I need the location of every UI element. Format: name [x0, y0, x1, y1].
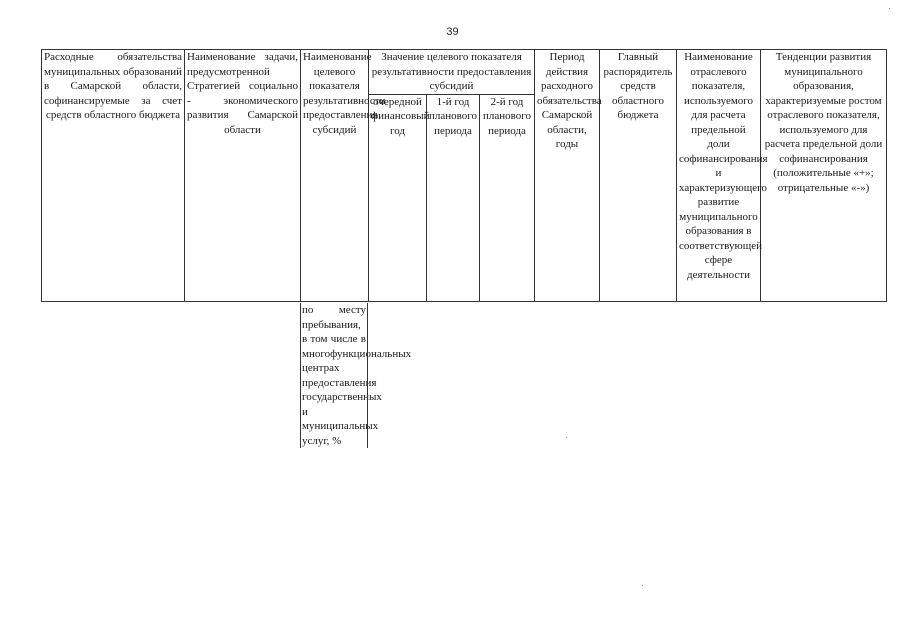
- header-plan-year-2: 2-й год планового периода: [480, 94, 535, 302]
- header-expense-obligations: Расходные обязательства муниципальных образований в Самарской области, софинансируемые за счет средств областного бюджета: [42, 50, 185, 302]
- scan-speck: [889, 8, 890, 9]
- continuation-left-border: [300, 303, 301, 448]
- continuation-right-border: [367, 303, 368, 448]
- header-chief-manager: Главный распорядитель средств областного бюджета: [600, 50, 677, 302]
- header-sector-indicator: Наименование отраслевого показателя, используемого для расчета предельной доли софинансирования и характеризующего развитие муниципального образования в соответствующей сфере деятельности: [677, 50, 761, 302]
- header-target-value-group: Значение целевого показателя результативности предоставления субсидий: [369, 50, 535, 95]
- header-development-trends: Тенденции развития муниципального образования, характеризуемые ростом отраслевого показателя, используемого для расчета предельной доли софинансирования (положительные «+»; отрицательные «-»): [761, 50, 887, 302]
- continuation-cell: [300, 303, 412, 448]
- header-plan-year-1: 1-й год планового периода: [427, 94, 480, 302]
- subsidies-table: [41, 49, 887, 302]
- continuation-text: по месту пребывания, в том числе в многофункциональных центрах предоставления государственных и муниципальных услуг, %: [302, 304, 412, 447]
- header-current-fiscal-year: очередной финансовый год: [369, 94, 427, 302]
- header-task-name: Наименование задачи, предусмотренной Стратегией социально - экономического развития Самарской области: [185, 50, 301, 302]
- header-target-indicator: Наименование целевого показателя результативности предоставления субсидий: [301, 50, 369, 302]
- scan-speck: [642, 585, 643, 586]
- page-number: 39: [446, 26, 459, 38]
- header-obligation-period: Период действия расходного обязательства Самарской области, годы: [535, 50, 600, 302]
- scan-speck: [566, 437, 567, 438]
